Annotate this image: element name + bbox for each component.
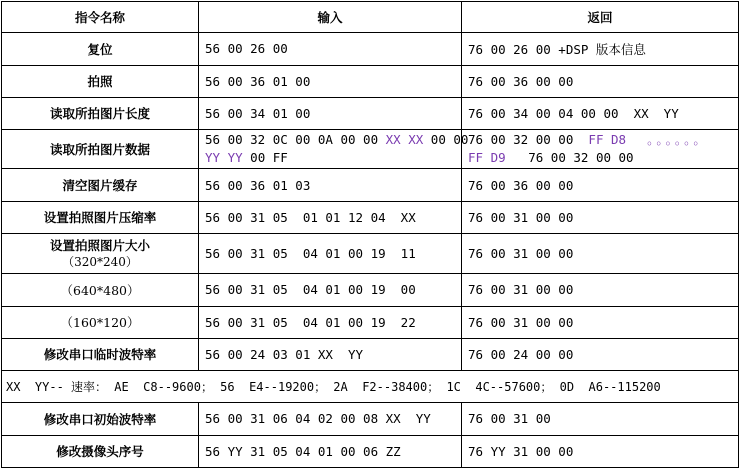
command-name: 修改串口临时波特率: [2, 338, 199, 370]
input-part: 00 FF: [242, 150, 288, 166]
command-return: 76 00 31 00 00: [462, 274, 739, 306]
command-return: 76 00 36 00 00: [462, 65, 739, 97]
command-name: （160*120）: [2, 306, 199, 338]
command-input: 56 00 36 01 00: [199, 65, 462, 97]
table-row: [2, 435, 739, 467]
return-part: 76 00 32 00 00: [468, 132, 589, 148]
return-ellipsis: 。。。。。。: [626, 132, 709, 148]
command-table: [1, 1, 739, 468]
command-name: 读取所拍图片数据: [2, 130, 199, 169]
table-row: [2, 274, 739, 306]
command-name: 清空图片缓存: [2, 169, 199, 201]
command-name: 拍照: [2, 65, 199, 97]
command-return: 76 00 34 00 04 00 00 XX YY: [462, 97, 739, 129]
command-name: [2, 233, 199, 273]
header-return: 返回: [462, 2, 739, 33]
table-row: [2, 97, 739, 129]
command-input: 56 00 34 01 00: [199, 97, 462, 129]
input-part: 00 00: [423, 132, 469, 148]
header-command-name: 指令名称: [2, 2, 199, 33]
command-return: [462, 130, 739, 169]
command-name: 修改摄像头序号: [2, 435, 199, 467]
command-name-sub: （320*240）: [62, 254, 138, 269]
header-input: 输入: [199, 2, 462, 33]
return-highlight: FF D9: [468, 150, 506, 166]
command-input: 56 00 31 06 04 02 00 08 XX YY: [199, 403, 462, 435]
input-highlight: XX XX: [385, 132, 424, 148]
table-row: [2, 169, 739, 201]
command-return: 76 00 36 00 00: [462, 169, 739, 201]
command-input: 56 00 24 03 01 XX YY: [199, 338, 462, 370]
command-return: 76 YY 31 00 00: [462, 435, 739, 467]
command-input: 56 00 31 05 04 01 00 19 00: [199, 274, 462, 306]
command-return: 76 00 31 00: [462, 403, 739, 435]
command-name: 设置拍照图片压缩率: [2, 201, 199, 233]
command-return: 76 00 31 00 00: [462, 201, 739, 233]
table-row: [2, 233, 739, 273]
command-input: 56 YY 31 05 04 01 00 06 ZZ: [199, 435, 462, 467]
table-row: [2, 201, 739, 233]
input-highlight: YY YY: [205, 150, 243, 166]
command-name: 复位: [2, 33, 199, 65]
command-name: 修改串口初始波特率: [2, 403, 199, 435]
return-highlight: FF D8: [588, 132, 627, 148]
command-name: （640*480）: [2, 274, 199, 306]
command-input: [199, 130, 469, 169]
command-return: 76 00 31 00 00: [462, 306, 739, 338]
input-part: 56 00 32 0C 00 0A 00 00: [205, 132, 386, 148]
table-header-row: [2, 2, 739, 33]
command-return: 76 00 24 00 00: [462, 338, 739, 370]
command-input: 56 00 31 05 04 01 00 19 22: [199, 306, 462, 338]
command-return: 76 00 26 00 +DSP 版本信息: [462, 33, 739, 65]
command-input: 56 00 26 00: [199, 33, 462, 65]
table-row: [2, 65, 739, 97]
command-name: 读取所拍图片长度: [2, 97, 199, 129]
command-input: 56 00 31 05 04 01 00 19 11: [199, 233, 462, 273]
command-name-main: 设置拍照图片大小: [49, 237, 150, 253]
return-part: 76 00 32 00 00: [505, 150, 634, 166]
command-input: 56 00 31 05 01 01 12 04 XX: [199, 201, 462, 233]
table-row: [2, 338, 739, 370]
baud-rate-note-row: [2, 371, 739, 403]
table-row: [2, 306, 739, 338]
table-row: [2, 403, 739, 435]
command-return: 76 00 31 00 00: [462, 233, 739, 273]
baud-rate-note: XX YY-- 速率： AE C8--9600； 56 E4--19200； 2A F2--38400； 1C 4C--57600； 0D A6--115200: [2, 371, 739, 403]
command-input: 56 00 36 01 03: [199, 169, 462, 201]
table-row: [2, 130, 739, 169]
table-row: [2, 33, 739, 65]
